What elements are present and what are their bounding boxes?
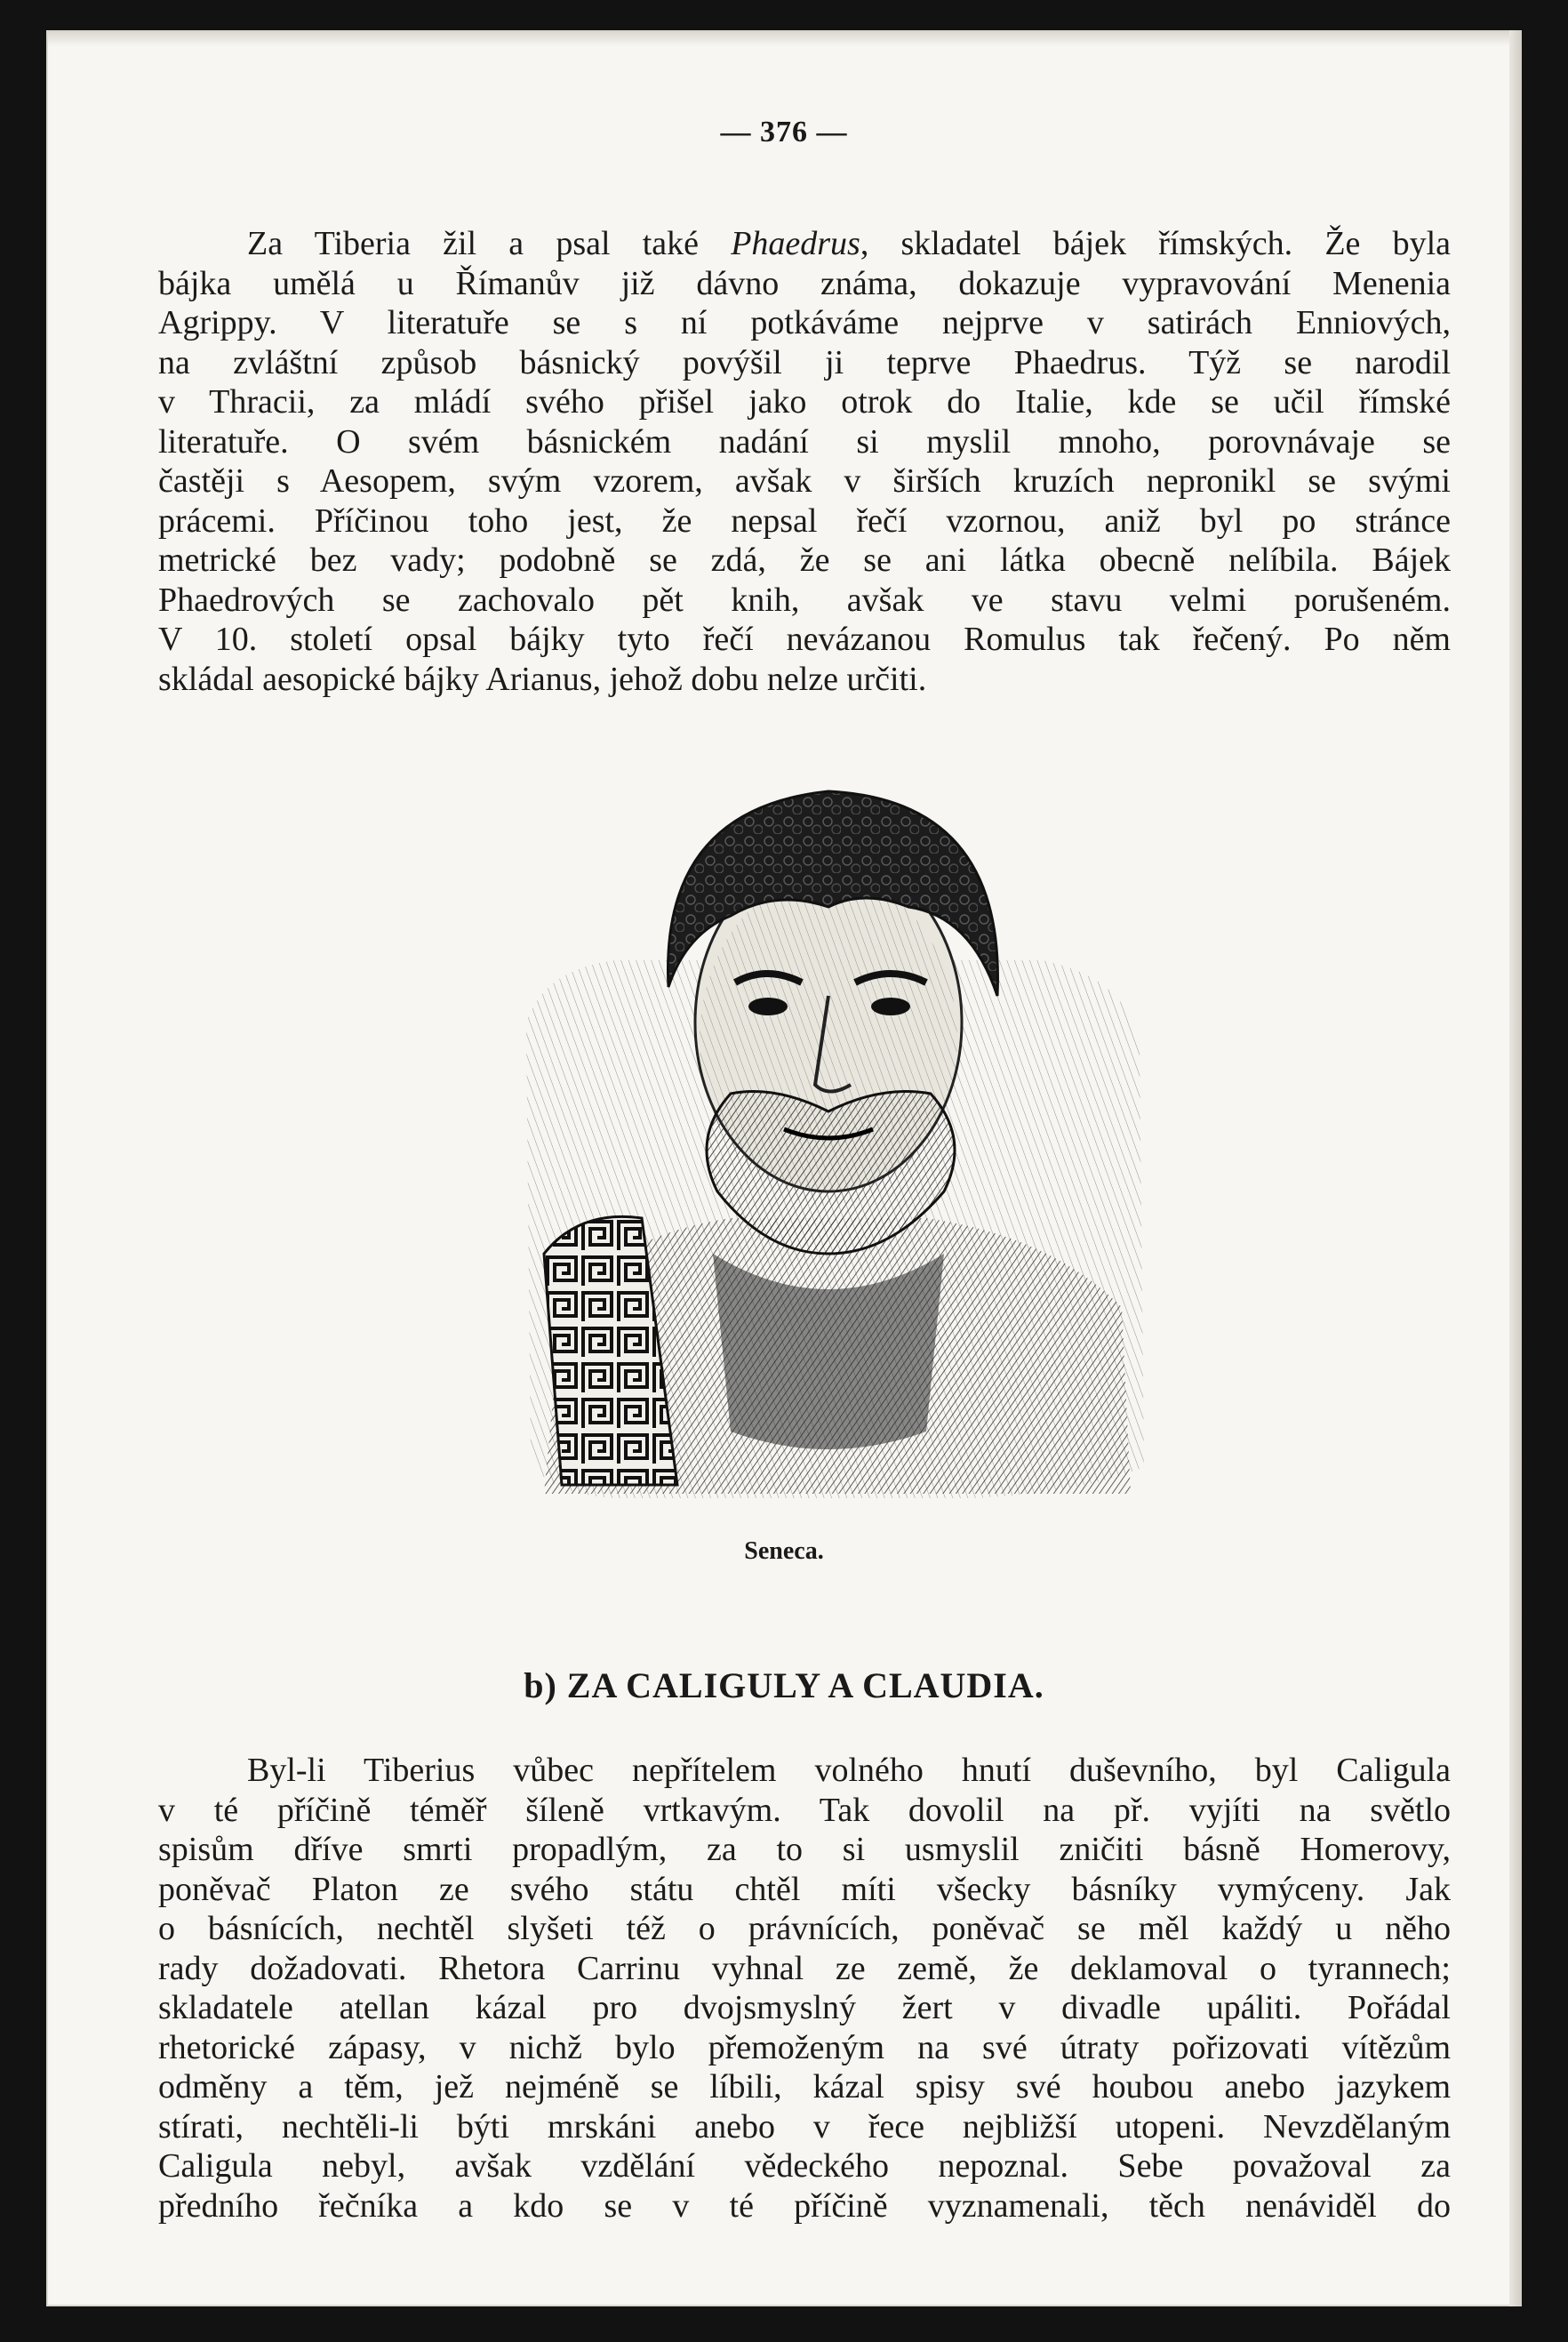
paragraph-line: prácemi. Příčinou toho jest, že nepsal řečí vzornou, aniž byl po stránce <box>158 501 1451 540</box>
italic-name: Phaedrus <box>731 225 860 262</box>
paragraph-line: poněvač Platon ze svého státu chtěl míti všecky básníky vymýceny. Jak <box>158 1870 1451 1908</box>
paragraph-line: rady dožadovati. Rhetora Carrinu vyhnal ze země, že deklamoval o tyrannech; <box>158 1949 1451 1987</box>
paragraph-line: v Thracii, za mládí svého přišel jako otrok do Italie, kde se učil římské <box>158 383 1451 421</box>
section-heading: b) ZA CALIGULY A CLAUDIA. <box>524 1665 1044 1705</box>
paragraph-line: Agrippy. V literatuře se s ní potkáváme nejprve v satirách Enniových, <box>158 304 1451 341</box>
page-number: — 376 — <box>720 116 848 148</box>
paragraph-line: Byl-li Tiberius vůbec nepřítelem volného hnutí duševního, byl Caligula <box>247 1752 1451 1789</box>
paragraph-line: rhetorické zápasy, v nichž bylo přemoženým na své útraty pořizovati vítězům <box>158 2028 1451 2066</box>
paragraph-line: častěji s Aesopem, svým vzorem, avšak v širších kruzích nepronikl se svými <box>158 462 1451 500</box>
line-text: Za Tiberia žil a psal také <box>247 225 732 262</box>
paragraph-line: metrické bez vady; podobně se zdá, že se ani látka obecně nelíbila. Bájek <box>158 541 1451 579</box>
page-top-bleed <box>46 30 1522 46</box>
paragraph-line: Phaedrových se zachovalo pět knih, avšak ve stavu velmi porušeném. <box>158 581 1451 619</box>
paragraph-line: o básnících, nechtěl slyšeti též o právnících, poněvač se měl každý u něho <box>158 1910 1451 1947</box>
seneca-portrait-engraving <box>508 756 1148 1512</box>
paragraph-line: V 10. století opsal bájky tyto řečí nevázanou Romulus tak řečený. Po něm <box>158 621 1451 658</box>
figure-caption: Seneca. <box>744 1537 824 1565</box>
left-eye <box>748 998 788 1015</box>
paragraph-line: skládal aesopické bájky Arianus, jehož dobu nelze určiti. <box>158 660 927 698</box>
paragraph-line: skladatele atellan kázal pro dvojsmyslný žert v divadle upáliti. Pořádal <box>158 1989 1451 2026</box>
right-eye <box>871 998 910 1015</box>
paragraph-line: předního řečníka a kdo se v té příčině vyznamenali, těch nenáviděl do <box>158 2186 1451 2225</box>
paragraph-line: v té příčině téměř šíleně vrtkavým. Tak dovolil na př. vyjíti na světlo <box>158 1791 1451 1829</box>
line-text: , skladatel bájek římských. Že byla <box>860 225 1451 262</box>
paragraph-line: stírati, nechtěli-li býti mrskáni anebo v řece nejbližší utopeni. Nevzdělaným <box>158 2107 1451 2145</box>
paragraph-line: na zvláštní způsob básnický povýšil ji teprve Phaedrus. Týž se narodil <box>158 343 1451 381</box>
paragraph-phaedrus <box>158 224 1451 699</box>
paragraph-line: spisům dříve smrti propadlým, za to si usmyslil zničiti básně Homerovy, <box>158 1831 1451 1868</box>
paragraph-line: literatuře. O svém básnickém nadání si myslil mnoho, porovnávaje se <box>158 422 1451 461</box>
paragraph-line: Caligula nebyl, avšak vzdělání vědeckého nepoznal. Sebe považoval za <box>158 2147 1451 2185</box>
paragraph-caligula <box>158 1751 1451 2226</box>
paragraph-line <box>158 224 1451 264</box>
book-page <box>46 30 1522 2306</box>
page-edge-shadow <box>1509 30 1522 2306</box>
paragraph-line: odměny a těm, jež nejméně se líbili, kázal spisy své houbou anebo jazykem <box>158 2068 1451 2105</box>
paragraph-line: bájka umělá u Římanův již dávno známa, dokazuje vypravování Menenia <box>158 264 1451 302</box>
